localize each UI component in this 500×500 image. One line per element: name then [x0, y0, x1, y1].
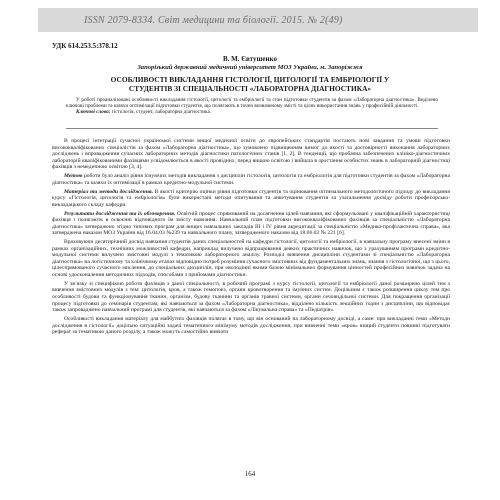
paragraph-methods	[52, 189, 450, 209]
journal-header-text: ISSN 2079-8334. Світ медицини та біології. 2015. № 2(49)	[84, 14, 343, 26]
methods-text: В якості критерію оцінки рівня підготовки студентів та оцінювання оптимального методологічного підходу до викладання курсу «Гістологія, цитологія та ембріологія» були використані методи опитування та анкетування студентів за узагальнення досвіду роботи професорсько-викладацького складу кафедри.	[52, 188, 451, 208]
authors: В. М. Євтушенко	[223, 55, 277, 63]
udk-code: УДК 614.253.5:378.12	[52, 42, 118, 50]
paragraph-teaching: Особливості викладання матеріалу для майбутніх фахівців полягає в тому, що він оснований на лабораторному досвіді, а саме: при викладанні теми «Методи дослідження в гістології» доцільно ситуаційні задачі тематичного мінімуму методів дослідження; при вивченні теми «кров» вищий студенти повинні підготувати реферат за тематикою даного розділу, а також можуть самостійно вивчати	[52, 316, 450, 336]
abstract	[66, 98, 438, 116]
paragraph-results	[52, 211, 450, 237]
abstract-text: У роботі проаналізовані особливості викладання гістології, цитології та ембріології та стан підготовки студентів за фахом «Лабораторна діагностика». Виділено ключові проблеми та шляхи оптимізації підготовки студентів, що полягають в точно визначеному змісті та цілях використання знань у професійній діяльності.	[66, 97, 438, 109]
results-label: Результати дослідження та їх обговорення.	[64, 210, 176, 217]
affiliation: Запорізький державний медичний університет МОЗ України, м. Запоріжжя	[137, 64, 363, 71]
page-number: 164	[244, 470, 256, 478]
keywords-label: Ключові слова:	[76, 108, 111, 115]
article-body	[52, 138, 450, 338]
abstract-divider	[66, 128, 438, 129]
results-text: Освітній процес спрямований на досягнення цілей навчання, які сформульовані у кваліфікаційній характеристиці фахівця і полягають в освоєнні відповідного їм змісту навчання. Навчальний план підготовки висококваліфікованих фахівців за спеціальністю «Лабораторна діагностика» затверджено згідно типових програм для вищих навчальних закладів III і IV рівня акредитації за спеціальністю «Медико-профілактична справа», яка затверджена наказом МОЗ України від 16.04.03 №239 та навчального плану, затвердженого наказом від 18.06.02 № 221 [6].	[52, 210, 450, 237]
aim-text: роботи було аналіз рівня існуючих методів викладання з дисциплін гістологія, цитологія та ембріологія для підготовки студентів за фахом «Лабораторна діагностика» та шляхи їх оптимізації в рамках кредитно-модульної системи.	[52, 173, 450, 186]
keywords-text: гістологія, студент, лабораторна діагностика.	[110, 108, 212, 115]
paragraph-specifics: У зв’язку зі специфікою роботи фахівців з даної спеціальності, в робочий програмі з курсу гістології, цитології та ембріології даної розширено цілей тем з вивчення змістовних модулів з тем: цитологія, кров, а також гемопоез, органи кровотворення та імунних систем. Доцільним є також розширення циклу тем про особливості будови та функціонування тканин, організм, будову тканини та органів травної системи, органи сечовидільної системи. Для покращення організації процесу підготовки до семінарів студентам, які навчаються за фахом «Лабораторна діагностика», відділено кількість лекційних годин з дисципліни, що відповідає також запроваджено навчальний програмі для студентів, які навчаються за фахом «Лікувальна справа» та «Педіатрія».	[52, 280, 450, 314]
methods-label: Матеріал та методи дослідження.	[64, 188, 154, 195]
paragraph-intro: В процесі інтеграції сучасної української системи вищої медичної освіти до європейських стандартів постають нові завдання та умови підготовки висококваліфікованих спеціалістів за фахом «Лабораторна діагностика», що зумовлено підвищенням вимог до якості та достовірності виконання лабораторних досліджень і впровадження сучасних лабораторних методів діагностики патологічних станів [1, 2]. В тенденції, що пробачна забезпечених клініко-діагностичних лабораторій кваліфікованими фахівцями усвідомлюється в якості провідних, перед вищою освітою і вийшла в зростання особистих знань в лабораторній діагностиці фахівців з немедичною освітою [3, 4].	[52, 138, 450, 171]
article-title	[70, 75, 430, 93]
aim-label: Метою	[64, 173, 83, 180]
keywords	[66, 110, 438, 116]
article-title-line: СТУДЕНТІВ ЗІ СПЕЦІАЛЬНОСТІ «ЛАБОРАТОРНА ДІАГНОСТИКА»	[128, 84, 372, 93]
paragraph-experience: Враховуючи десятирічний досвід навчання студентів даних спеціальностей на кафедри гістології, цитології та ембріології, в навчальну програму внесені зміни в рамках організаційних, технічних можливостей кафедри, наприклад вилучено відпрацювання деяких практичних навичок, що з урахуванням програми кредитно-модульної системи вилучено змістовні модулі з тематикою лабораторного аналізу. Розподіл вивчення дисципліни студентами зі спеціальністю «Лабораторна діагностика» на логістичному та клінічному етапах відповідно потреб розуміння сучасного змістовних від фундаментальних знань, знання з гістологічної, що з цього, цілеспрямованого сучасного мислення, до спеціальних дисциплін, при оволодінні якими базою мінімальних формування цінностей професійних навичок задача на основі удосконалення методичних підходів, способами з прийомами діагностики.	[52, 239, 450, 278]
article-title-line: ОСОБЛИВОСТІ ВИКЛАДАННЯ ГІСТОЛОГІЇ, ЦИТОЛОГІЇ ТА ЕМБРІОЛОГІЇ У	[110, 75, 390, 84]
paragraph-aim	[52, 173, 450, 186]
journal-header	[38, 8, 478, 32]
